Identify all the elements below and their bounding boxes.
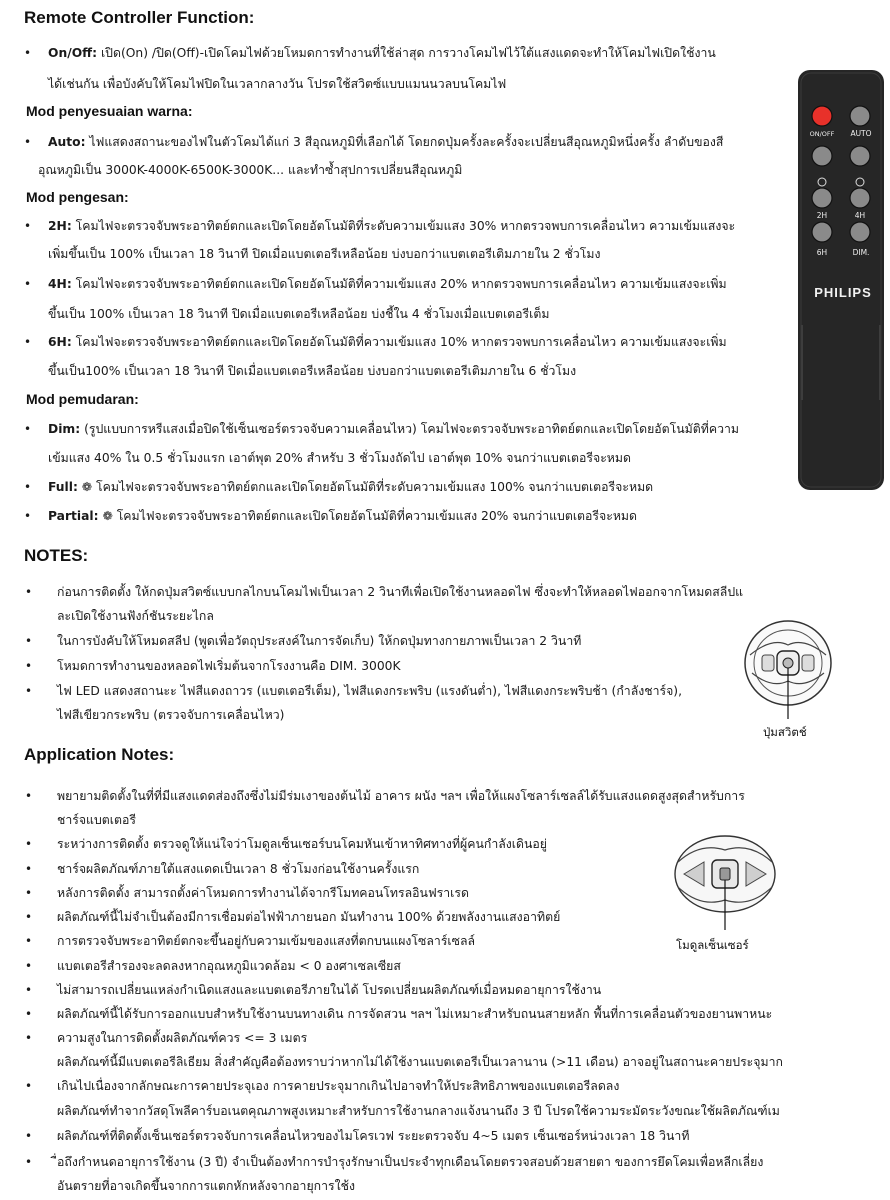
auto-text: ไฟแสดงสถานะของไฟในตัวโคมได้แก่ 3 สีอุณหภูมิที่เลือกได้ โดยกดปุ่มครั้งละครั้งจะเปลี่ยนสีอุณหภูมิหนึ่งครั้ง ลำดับของสี — [85, 135, 724, 149]
notes-text: ก่อนการติดตั้ง ให้กดปุ่มสวิตซ์แบบกลไกบนโคมไฟเป็นเวลา 2 วินาทีเพื่อเปิดใช้งานหลอดไฟ ซึ่งจะทำให้หลอดไฟออกจากโหมดสลีปแ — [57, 585, 744, 599]
onoff-label: ON/OFF — [809, 130, 835, 138]
h2-button[interactable] — [812, 222, 832, 242]
app-item: • ผลิตภัณฑ์นี้ได้รับการออกแบบสำหรับใช้งานบนทางเดิน การจัดสวน ฯลฯ ไม่เหมาะสำหรับถนนสายหลัก พื้นที่การเคลื่อนตัวของยานพาหนะ — [25, 1007, 773, 1021]
app-item: • แบตเตอรีสำรองจะลดลงหากอุณหภูมิแวดล้อม < 0 องศาเซลเซียส — [25, 959, 401, 973]
auto-line1: • Auto: ไฟแสดงสถานะของไฟในตัวโคมได้แก่ 3 สีอุณหภูมิที่เลือกได้ โดยกดปุ่มครั้งละครั้งจะเปลี่ยนสีอุณหภูมิหนึ่งครั้ง ลำดับของสี — [24, 135, 724, 149]
app-item: • เกินไปเนื่องจากลักษณะการคายประจุเอง การคายประจุมากเกินไปอาจทำให้ประสิทธิภาพของแบตเตอรีลดลง — [25, 1079, 620, 1093]
brand-logo: PHILIPS — [814, 285, 872, 300]
app-notes-title: Application Notes: — [24, 745, 175, 764]
color-warm-button[interactable] — [812, 188, 832, 208]
remote-section-title: Remote Controller Function: — [24, 8, 255, 27]
notes-text: โหมดการทำงานของหลอดไฟเริ่มต้นจากโรงงานคือ DIM. 3000K — [57, 659, 401, 673]
app-item: • หลังการติดตั้ง สามารถตั้งค่าโหมดการทำงานได้จากรีโมทคอนโทรลอินฟราเรด — [25, 886, 469, 900]
app-text: เกินไปเนื่องจากลักษณะการคายประจุเอง การคายประจุมากเกินไปอาจทำให้ประสิทธิภาพของแบตเตอรีลดลง — [57, 1079, 620, 1093]
power-button[interactable] — [812, 106, 832, 126]
notes-text: ไฟ LED แสดงสถานะะ ไฟสีแดงถาวร (แบตเตอรีเต็ม), ไฟสีแดงกระพริบ (แรงดันต่ำ), ไฟสีแดงกระพริบช้า (กำลังชาร์จ), — [57, 684, 683, 698]
h6-line1: • 6H: โคมไฟจะตรวจจับพระอาทิตย์ตกและเปิดโดยอัตโนมัติที่ความเข้มแสง 10% หากตรวจพบการเคลื่อนไหว ความเข้มแสงจะเพิ่ม — [24, 335, 727, 349]
partial-key: Partial: — [48, 509, 99, 523]
brightness-up-button[interactable] — [812, 146, 832, 166]
onoff-line2: ได้เช่นกัน เพื่อบังคับให้โคมไฟปิดในเวลากลางวัน โปรดใช้สวิตซ์แบบแมนนวลบนโคมไฟ — [48, 77, 507, 91]
partial-line: • Partial: ❁ โคมไฟจะตรวจจับพระอาทิตย์ตกและเปิดโดยอัตโนมัติที่ความเข้มแสง 20% จนกว่าแบตเตอรีจะหมด — [24, 509, 638, 523]
h4-line2: ขึ้นเป็น 100% เป็นเวลา 18 วินาที ปิดเมื่อแบตเตอรีเหลือน้อย บ่งชี้ใน 4 ชั่วโมงเมื่อแบตเตอรีเต็ม — [48, 307, 550, 321]
notes-item: • โหมดการทำงานของหลอดไฟเริ่มต้นจากโรงงานคือ DIM. 3000K — [25, 659, 401, 673]
switch-caption: ปุ่มสวิตช์ — [763, 725, 807, 739]
h6-text: โคมไฟจะตรวจจับพระอาทิตย์ตกและเปิดโดยอัตโนมัติที่ความเข้มแสง 10% หากตรวจพบการเคลื่อนไหว ความเข้มแสงจะเพิ่ม — [71, 335, 727, 349]
auto-line2: อุณหภูมิเป็น 3000K-4000K-6500K-3000K... และทำซ้ำสุปการเปลี่ยนสีอุณหภูมิ — [38, 163, 463, 177]
app-text: ความสูงในการติดตั้งผลิตภัณฑ์ควร <= 3 เมตร — [57, 1031, 308, 1045]
dim-key: Dim: — [48, 422, 81, 436]
onoff-key: On/Off: — [48, 46, 98, 60]
full-key: Full: — [48, 480, 78, 494]
h6-label: 6H — [816, 248, 828, 257]
dim-mode-title: Mod pemudaran: — [26, 391, 139, 407]
h4-label: 4H — [854, 211, 866, 220]
onoff-text: เปิด(On) /ปิด(Off)-เปิดโคมไฟด้วยโหมดการทำงานที่ใช้ล่าสุด การวางโคมไฟไว้ใต้แสงแดดจะทำให้โคมไฟเปิดใช้งาน — [97, 46, 716, 60]
app-item-cont: อันตรายที่อาจเกิดขึ้นจากการแตกหักหลังจากอายุการใช้ง — [57, 1179, 355, 1193]
dim-text: (รูปแบบการหรีแสงเมื่อปิดใช้เซ็นเซอร์ตรวจจับความเคลื่อนไหว) โคมไฟจะตรวจจับพระอาทิตย์ตกและเปิดโดยอัตโนมัติที่ความ — [80, 422, 740, 436]
onoff-line1: • On/Off: เปิด(On) /ปิด(Off)-เปิดโคมไฟด้วยโหมดการทำงานที่ใช้ล่าสุด การวางโคมไฟไว้ใต้แสงแดดจะทำให้โคมไฟเปิดใช้งาน — [24, 46, 716, 60]
notes-item: • ก่อนการติดตั้ง ให้กดปุ่มสวิตซ์แบบกลไกบนโคมไฟเป็นเวลา 2 วินาทีเพื่อเปิดใช้งานหลอดไฟ ซึ่งจะทำให้หลอดไฟออกจากโหมดสลีปแ — [25, 585, 744, 599]
h4-key: 4H: — [48, 277, 72, 291]
notes-text: ในการบังคับให้โหมดสลีป (พูดเพื่อวัตถุประสงค์ในการจัดเก็บ) ให้กดปุ่มทางกายภาพเป็นเวลา 2 วินาที — [57, 634, 582, 648]
app-text: หลังการติดตั้ง สามารถตั้งค่าโหมดการทำงานได้จากรีโมทคอนโทรลอินฟราเรด — [57, 886, 469, 900]
app-item: • พยายามติดตั้งในที่ที่มีแสงแดดส่องถึงซึ่งไม่มีร่มเงาของต้นไม้ อาคาร ผนัง ฯลฯ เพื่อให้แผงโซลาร์เซลล์ได้รับแสงแดดสูงสุดสำหรับการ — [25, 789, 745, 803]
notes-item: • ในการบังคับให้โหมดสลีป (พูดเพื่อวัตถุประสงค์ในการจัดเก็บ) ให้กดปุ่มทางกายภาพเป็นเวลา 2 วินาที — [25, 634, 582, 648]
h4-button[interactable] — [850, 222, 870, 242]
color-mode-title: Mod penyesuaian warna: — [26, 103, 193, 119]
app-item-cont: ชาร์จแบตเตอรี — [57, 813, 136, 827]
switch-illustration — [742, 615, 834, 721]
app-item: • ื่อถึงกำหนดอายุการใช้งาน (3 ปี) จำเป็นต้องทำการบำรุงรักษาเป็นประจำทุกเดือนโดยตรวจสอบด้วยสายตา ของการยึดโคมเพื่อหลีกเลี่ยง — [25, 1155, 764, 1169]
h4-text: โคมไฟจะตรวจจับพระอาทิตย์ตกและเปิดโดยอัตโนมัติที่ความเข้มแสง 20% หากตรวจพบการเคลื่อนไหว ความเข้มแสงจะเพิ่ม — [71, 277, 727, 291]
notes-item-cont: ไฟสีเขียวกระพริบ (ตรวจจับการเคลื่อนไหว) — [57, 708, 285, 722]
app-item: • ผลิตภัณฑ์นี้ไม่จำเป็นต้องมีการเชื่อมต่อไฟฟ้าภายนอก มันทำงาน 100% ด้วยพลังงานแสงอาทิตย์ — [25, 910, 561, 924]
notes-title: NOTES: — [24, 546, 89, 565]
app-text: ผลิตภัณฑ์นี้ไม่จำเป็นต้องมีการเชื่อมต่อไฟฟ้าภายนอก มันทำงาน 100% ด้วยพลังงานแสงอาทิตย์ — [57, 910, 561, 924]
h4-line1: • 4H: โคมไฟจะตรวจจับพระอาทิตย์ตกและเปิดโดยอัตโนมัติที่ความเข้มแสง 20% หากตรวจพบการเคลื่อนไหว ความเข้มแสงจะเพิ่ม — [24, 277, 727, 291]
notes-item: • ไฟ LED แสดงสถานะะ ไฟสีแดงถาวร (แบตเตอรีเต็ม), ไฟสีแดงกระพริบ (แรงดันต่ำ), ไฟสีแดงกระพริบช้า (กำลังชาร์จ), — [25, 684, 683, 698]
timer-mode-title: Mod pengesan: — [26, 189, 129, 205]
app-text: ื่อถึงกำหนดอายุการใช้งาน (3 ปี) จำเป็นต้องทำการบำรุงรักษาเป็นประจำทุกเดือนโดยตรวจสอบด้วยสายตา ของการยึดโคมเพื่อหลีกเลี่ยง — [57, 1155, 764, 1169]
app-item: • ชาร์จผลิตภัณฑ์ภายใต้แสงแดดเป็นเวลา 8 ชั่วโมงก่อนใช้งานครั้งแรก — [25, 862, 420, 876]
full-text: ❁ โคมไฟจะตรวจจับพระอาทิตย์ตกและเปิดโดยอัตโนมัติที่ระดับความเข้มแสง 100% จนกว่าแบตเตอรีจะหมด — [77, 480, 654, 494]
app-text: ไม่สามารถเปลี่ยนแหล่งกำเนิดแสงและแบตเตอรีภายในได้ โปรดเปลี่ยนผลิตภัณฑ์เมื่อหมดอายุการใช้งาน — [57, 983, 602, 997]
app-item: • ความสูงในการติดตั้งผลิตภัณฑ์ควร <= 3 เมตร — [25, 1031, 308, 1045]
app-text: พยายามติดตั้งในที่ที่มีแสงแดดส่องถึงซึ่งไม่มีร่มเงาของต้นไม้ อาคาร ผนัง ฯลฯ เพื่อให้แผงโซลาร์เซลล์ได้รับแสงแดดสูงสุดสำหรับการ — [57, 789, 745, 803]
app-text: ชาร์จผลิตภัณฑ์ภายใต้แสงแดดเป็นเวลา 8 ชั่วโมงก่อนใช้งานครั้งแรก — [57, 862, 420, 876]
auto-key: Auto: — [48, 135, 86, 149]
dim-label: DIM. — [852, 248, 870, 257]
h2-label: 2H — [816, 211, 828, 220]
h2-text: โคมไฟจะตรวจจับพระอาทิตย์ตกและเปิดโดยอัตโนมัติที่ระดับความเข้มแสง 30% หากตรวจพบการเคลื่อนไหว ความเข้มแสงจะ — [71, 219, 736, 233]
notes-item-cont: ละเปิดใช้งานฟังก์ชันระยะไกล — [57, 609, 214, 623]
auto-label: AUTO — [850, 129, 872, 138]
app-item: • ระหว่างการติดตั้ง ตรวจดูให้แน่ใจว่าโมดูลเซ็นเซอร์บนโคมหันเข้าหาทิศทางที่ผู้คนกำลังเดินอยู่ — [25, 837, 547, 851]
h2-key: 2H: — [48, 219, 72, 233]
h6-key: 6H: — [48, 335, 72, 349]
app-text: การตรวจจับพระอาทิตย์ตกจะขึ้นอยู่กับความเข้มของแสงที่ตกบนแผงโซลาร์เซลล์ — [57, 934, 476, 948]
dim-line1: • Dim: (รูปแบบการหรีแสงเมื่อปิดใช้เซ็นเซอร์ตรวจจับความเคลื่อนไหว) โคมไฟจะตรวจจับพระอาทิตย์ตกและเปิดโดยอัตโนมัติที่ความ — [24, 422, 740, 436]
app-text: ผลิตภัณฑ์ที่ติดตั้งเซ็นเซอร์ตรวจจับการเคลื่อนไหวของไมโครเวฟ ระยะตรวจจับ 4~5 เมตร เซ็นเซอร์หน่วงเวลา 18 วินาที — [57, 1129, 690, 1143]
auto-button[interactable] — [850, 106, 870, 126]
dim-line2: เข้มแสง 40% ใน 0.5 ชั่วโมงแรก เอาต์พุต 20% สำหรับ 3 ชั่วโมงถัดไป เอาต์พุต 10% จนกว่าแบตเตอรีจะหมด — [48, 451, 632, 465]
brightness-down-button[interactable] — [850, 146, 870, 166]
app-item: • ไม่สามารถเปลี่ยนแหล่งกำเนิดแสงและแบตเตอรีภายในได้ โปรดเปลี่ยนผลิตภัณฑ์เมื่อหมดอายุการใช้งาน — [25, 983, 602, 997]
sensor-caption: โมดูลเซ็นเซอร์ — [676, 938, 749, 952]
h6-line2: ขึ้นเป็น100% เป็นเวลา 18 วินาที ปิดเมื่อแบตเตอรีเหลือน้อย บ่งบอกว่าแบตเตอรีเติมภายใน 6 ชั่วโมง — [48, 364, 577, 378]
remote-control-illustration — [798, 70, 884, 490]
app-text: ผลิตภัณฑ์นี้ได้รับการออกแบบสำหรับใช้งานบนทางเดิน การจัดสวน ฯลฯ ไม่เหมาะสำหรับถนนสายหลัก พื้นที่การเคลื่อนตัวของยานพาหนะ — [57, 1007, 773, 1021]
h2-line1: • 2H: โคมไฟจะตรวจจับพระอาทิตย์ตกและเปิดโดยอัตโนมัติที่ระดับความเข้มแสง 30% หากตรวจพบการเคลื่อนไหว ความเข้มแสงจะ — [24, 219, 736, 233]
app-text: แบตเตอรีสำรองจะลดลงหากอุณหภูมิแวดล้อม < 0 องศาเซลเซียส — [57, 959, 401, 973]
full-line: • Full: ❁ โคมไฟจะตรวจจับพระอาทิตย์ตกและเปิดโดยอัตโนมัติที่ระดับความเข้มแสง 100% จนกว่าแบตเตอรีจะหมด — [24, 480, 654, 494]
partial-text: ❁ โคมไฟจะตรวจจับพระอาทิตย์ตกและเปิดโดยอัตโนมัติที่ความเข้มแสง 20% จนกว่าแบตเตอรีจะหมด — [98, 509, 638, 523]
app-item: • ผลิตภัณฑ์ที่ติดตั้งเซ็นเซอร์ตรวจจับการเคลื่อนไหวของไมโครเวฟ ระยะตรวจจับ 4~5 เมตร เซ็นเซอร์หน่วงเวลา 18 วินาที — [25, 1129, 690, 1143]
sensor-illustration — [670, 832, 780, 932]
app-item: • การตรวจจับพระอาทิตย์ตกจะขึ้นอยู่กับความเข้มของแสงที่ตกบนแผงโซลาร์เซลล์ — [25, 934, 476, 948]
app-item-cont: ผลิตภัณฑ์นี้มีแบตเตอรีลิเธียม สิ่งสำคัญคือต้องทราบว่าหากไม่ได้ใช้งานแบตเตอรีเป็นเวลานาน (>11 เดือน) อาจอยู่ในสถานะคายประจุมาก — [57, 1055, 783, 1069]
h2-line2: เพิ่มขึ้นเป็น 100% เป็นเวลา 18 วินาที ปิดเมื่อแบตเตอรีเหลือน้อย บ่งบอกว่าแบตเตอรีเติมภายใน 2 ชั่วโมง — [48, 247, 601, 261]
app-item-cont: ผลิตภัณฑ์ทำจากวัสดุโพลีคาร์บอเนตคุณภาพสูงเหมาะสำหรับการใช้งานกลางแจ้งนานถึง 3 ปี โปรดใช้ความระมัดระวังขณะใช้ผลิตภัณฑ์เม — [57, 1104, 780, 1118]
color-cool-button[interactable] — [850, 188, 870, 208]
app-text: ระหว่างการติดตั้ง ตรวจดูให้แน่ใจว่าโมดูลเซ็นเซอร์บนโคมหันเข้าหาทิศทางที่ผู้คนกำลังเดินอยู่ — [57, 837, 547, 851]
